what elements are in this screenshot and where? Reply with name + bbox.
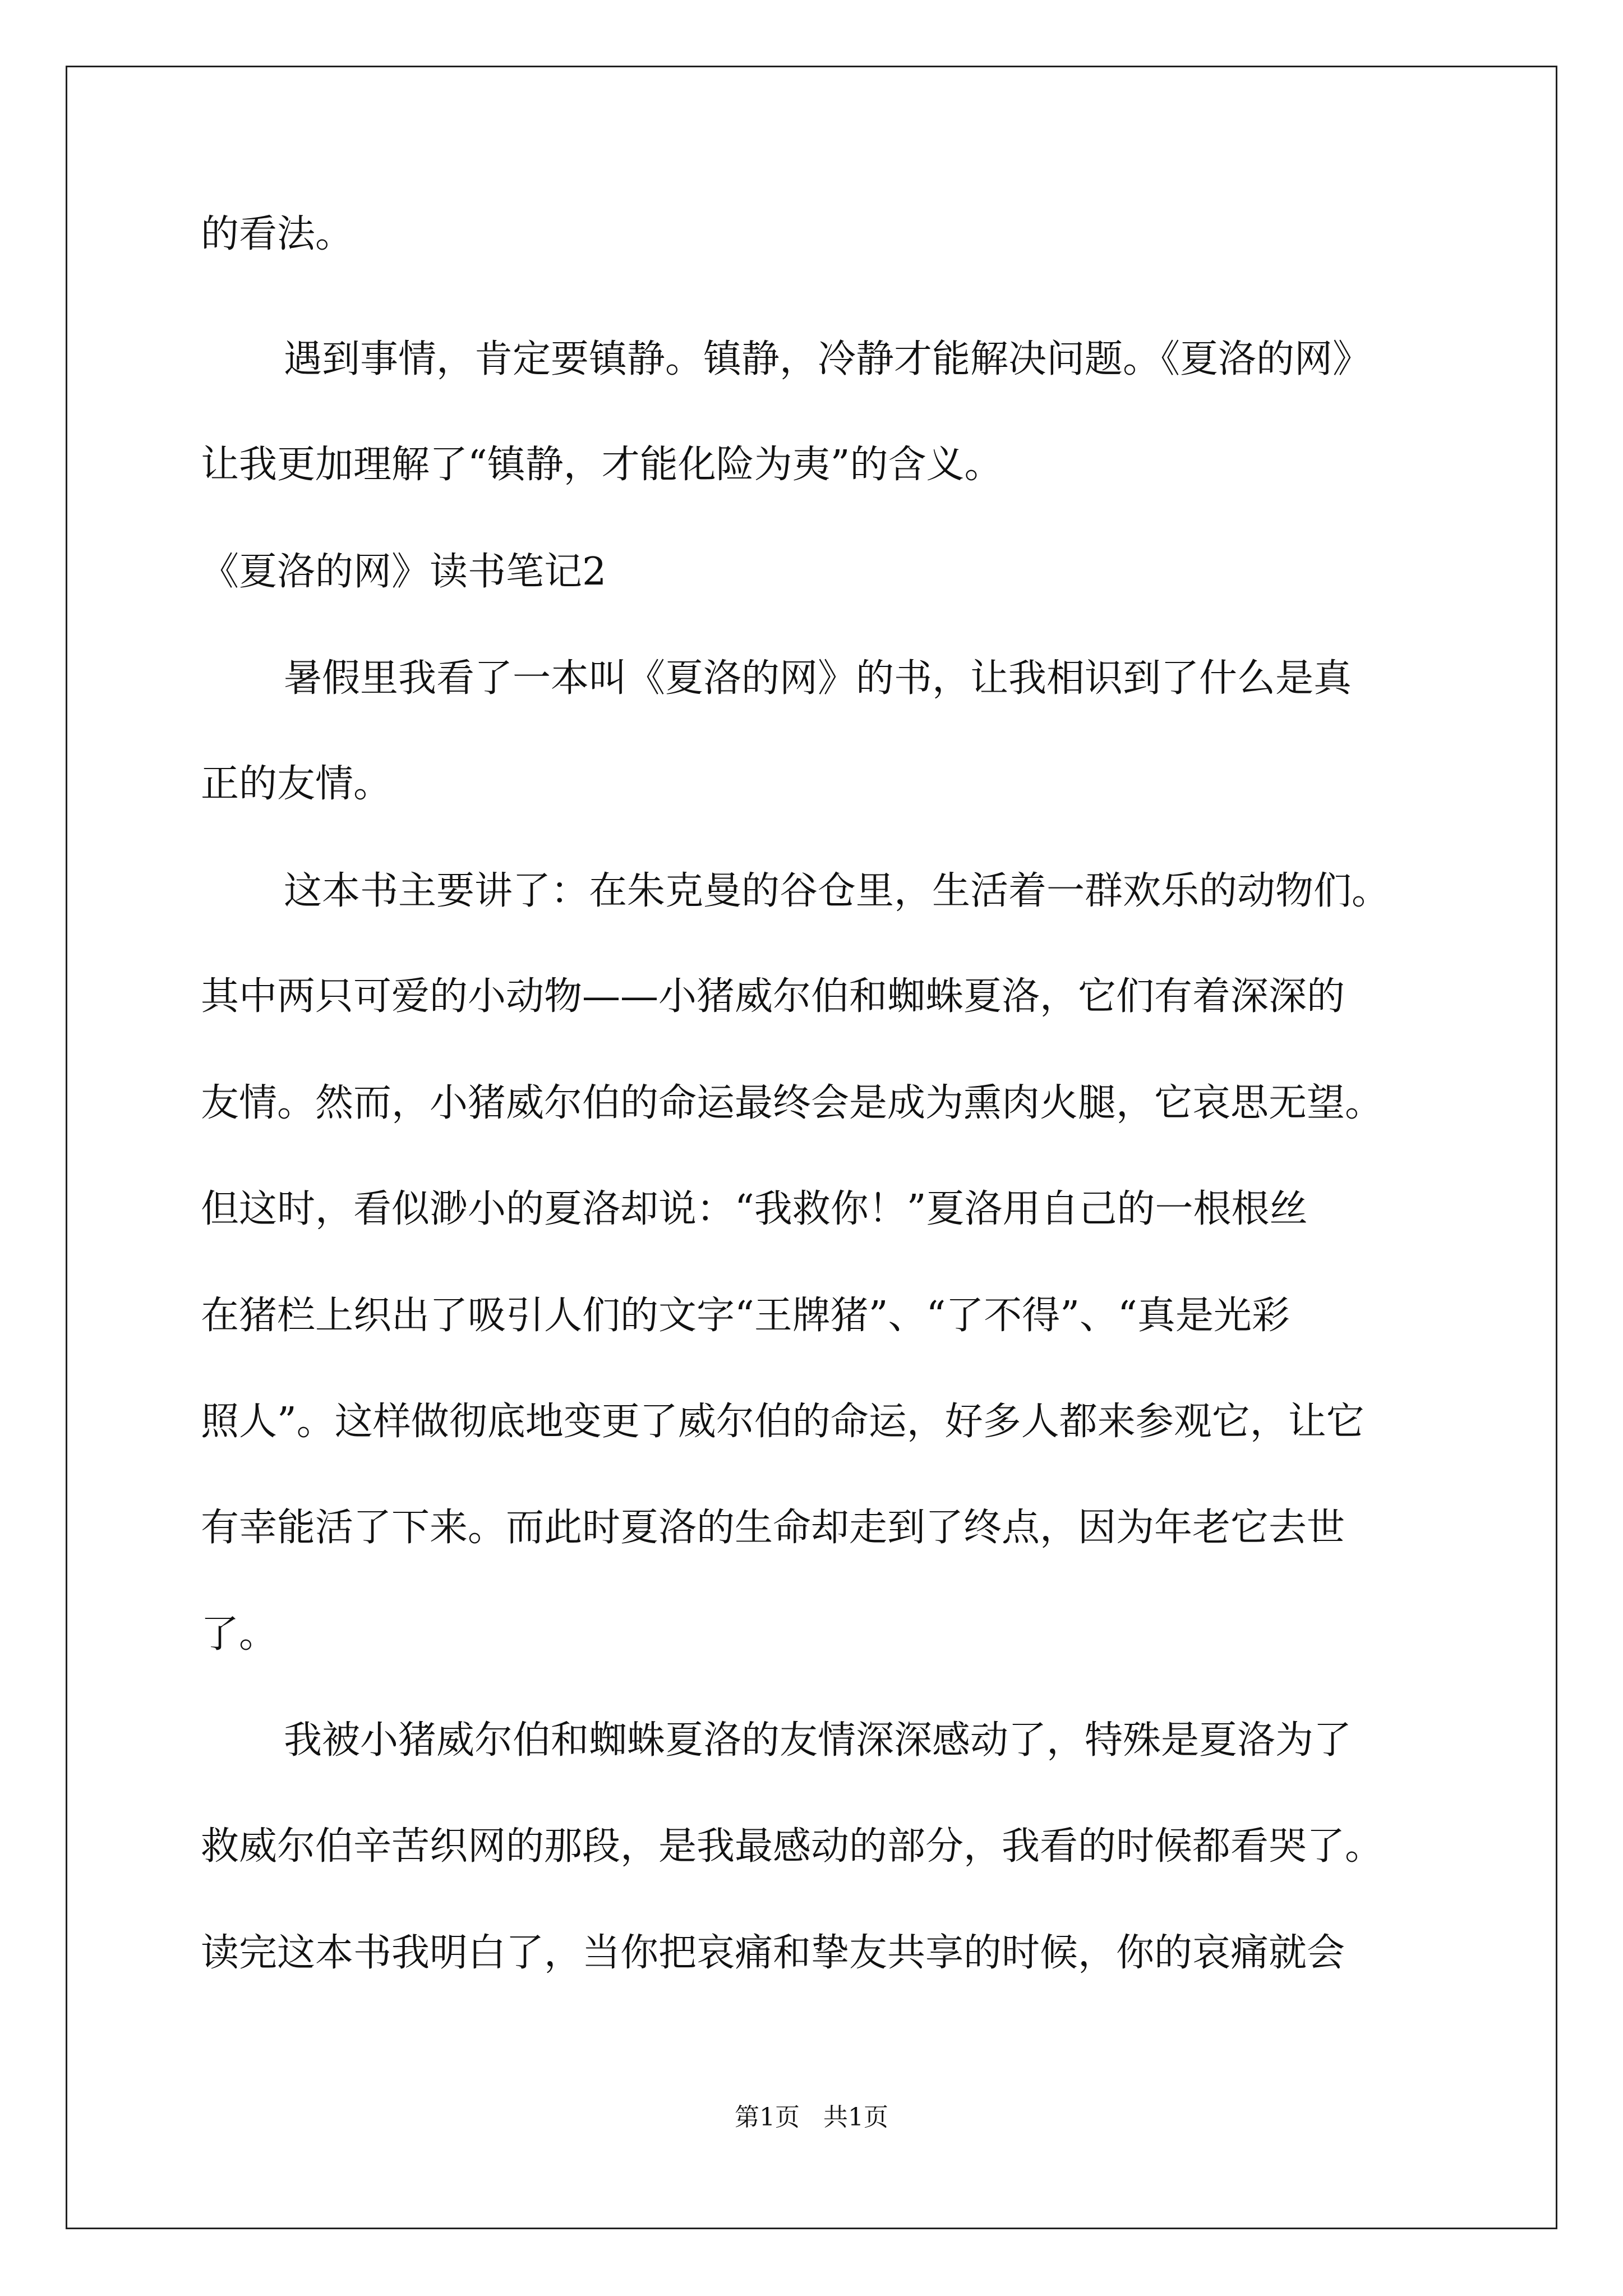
text-line: 其中两只可爱的小动物——小猪威尔伯和蜘蛛夏洛，它们有着深深的 (201, 974, 1345, 1019)
section-heading: 《夏洛的网》读书笔记2 (201, 550, 607, 594)
paragraph-start: 这本书主要讲了：在朱克曼的谷仓里，生活着一群欢乐的动物们。 (284, 869, 1390, 913)
text-line: 了。 (201, 1612, 278, 1657)
text-line: 的看法。 (201, 212, 354, 256)
text-line: 读完这本书我明白了，当你把哀痛和挚友共享的时候，你的哀痛就会 (201, 1931, 1345, 1975)
text-line: 但这时，看似渺小的夏洛却说：“我救你！”夏洛用自己的一根根丝 (201, 1187, 1308, 1231)
text-line: 友情。然而，小猪威尔伯的命运最终会是成为熏肉火腿，它哀思无望。 (201, 1081, 1384, 1125)
page-border (66, 66, 1557, 2229)
text-line: 让我更加理解了“镇静，才能化险为夷”的含义。 (201, 443, 1003, 487)
paragraph-start: 我被小猪威尔伯和蜘蛛夏洛的友情深深感动了，特殊是夏洛为了 (284, 1718, 1352, 1763)
text-line: 在猪栏上织出了吸引人们的文字“王牌猪”、“了不得”、“真是光彩 (201, 1294, 1290, 1338)
text-line: 照人”。这样做彻底地变更了威尔伯的命运，好多人都来参观它，让它 (201, 1400, 1364, 1444)
text-line: 救威尔伯辛苦织网的那段，是我最感动的部分，我看的时候都看哭了。 (201, 1824, 1384, 1869)
paragraph-start: 遇到事情，肯定要镇静。镇静，冷静才能解决问题。《夏洛的网》 (284, 337, 1371, 381)
text-line: 正的友情。 (201, 762, 392, 806)
text-line: 有幸能活了下来。而此时夏洛的生命却走到了终点，因为年老它去世 (201, 1506, 1345, 1550)
page-footer: 第1页 共1页 (735, 2103, 888, 2132)
paragraph-start: 暑假里我看了一本叫《夏洛的网》的书，让我相识到了什么是真 (284, 656, 1352, 701)
